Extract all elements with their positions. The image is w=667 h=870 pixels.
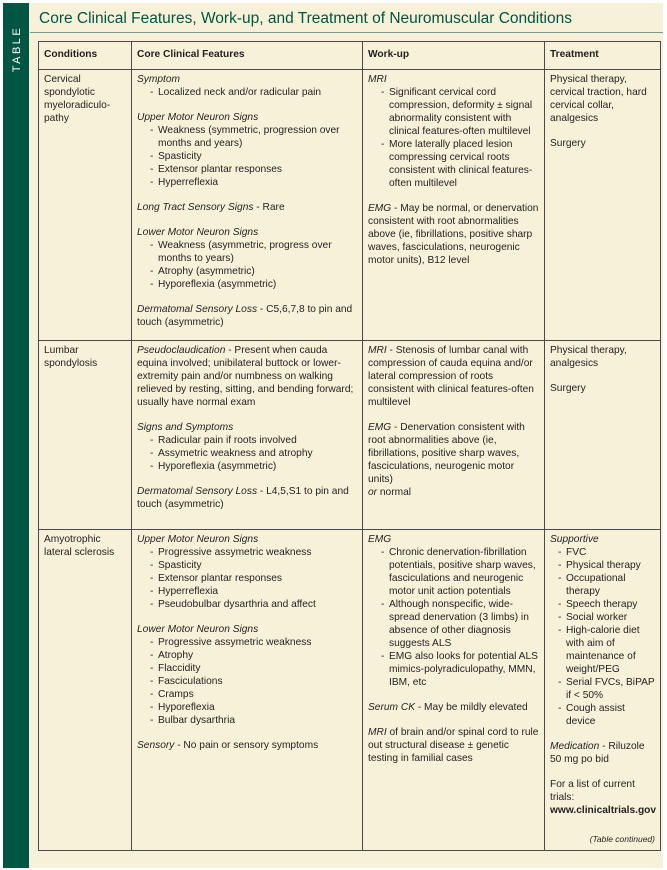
- workup-section: EMG - Denervation consistent with root abnormalities above (ie, fibrillations, positive sharp waves, fasciculations, neurogenic motor units): [368, 422, 525, 485]
- list-item: - High-calorie diet with aim of maintenance of weight/PEG: [558, 624, 655, 676]
- treatment-cell: [545, 530, 661, 851]
- col-header-conditions: Conditions: [39, 42, 132, 70]
- list-item: - Significant cervical cord compression, deformity ± signal abnormality consistent with clinical features-often multilevel: [381, 86, 539, 138]
- table-continued-note: (Table continued): [589, 834, 655, 844]
- list-item: - Fasciculations: [150, 675, 357, 688]
- workup-section: MRI: [368, 74, 387, 85]
- feature-section: Dermatomal Sensory Loss - L4,5,S1 to pin and touch (asymmetric): [137, 486, 349, 510]
- list-item: - Hyperreflexia: [150, 585, 357, 598]
- list-item: - Weakness (symmetric, progression over months and years): [150, 124, 357, 150]
- feature-section: Upper Motor Neuron Signs: [137, 534, 259, 545]
- list-item: - Social worker: [558, 611, 655, 624]
- feature-section: Upper Motor Neuron Signs: [137, 112, 259, 123]
- col-header-workup: Work-up: [363, 42, 545, 70]
- features-cell: [132, 530, 363, 851]
- treatment-section: Medication - Riluzole 50 mg po bid: [550, 741, 645, 765]
- condition-cell: Cervical spondylotic myeloradiculo-pathy: [39, 70, 132, 341]
- list-item: - Hyporeflexia: [150, 701, 357, 714]
- list-item: - Physical therapy: [558, 559, 655, 572]
- treatment-text: For a list of current trials:: [550, 779, 635, 803]
- list-item: - Pseudobulbar dysarthria and affect: [150, 598, 357, 611]
- list-item: - Progressive assymetric weakness: [150, 546, 357, 559]
- treatment-text: Surgery: [550, 383, 586, 394]
- features-cell: [132, 341, 363, 530]
- feature-section: Pseudoclaudication - Present when cauda equina involved; unibilateral buttock or lower-extremity pain and/or numbness on walking relieved by resting, sitting, and bending forward; usually have normal exam: [137, 345, 354, 408]
- workup-section: EMG - May be normal, or denervation consistent with root abnormalities above (ie, fibrillations, positive sharp waves, fasciculations, neurogenic motor units), B12 level: [368, 203, 539, 266]
- condition-cell: Amyotrophic lateral sclerosis: [39, 530, 132, 851]
- clinicaltrials-link[interactable]: www.clinicaltrials.gov: [550, 805, 657, 816]
- col-header-features: Core Clinical Features: [132, 42, 363, 70]
- list-item: - Serial FVCs, BiPAP if < 50%: [558, 676, 655, 702]
- col-header-treatment: Treatment: [545, 42, 661, 70]
- list-item: - Speech therapy: [558, 598, 655, 611]
- list-item: - Spasticity: [150, 150, 357, 163]
- list-item: - Assymetric weakness and atrophy: [150, 447, 357, 460]
- list-item: - Spasticity: [150, 559, 357, 572]
- list-item: - Atrophy (asymmetric): [150, 265, 357, 278]
- list-item: - More laterally placed lesion compressing cervical roots consistent with clinical features-often multilevel: [381, 138, 539, 190]
- feature-section: Sensory - No pain or sensory symptoms: [137, 740, 319, 751]
- list-item: - Flaccidity: [150, 662, 357, 675]
- workup-section: MRI - Stenosis of lumbar canal with compression of cauda equina and/or lateral compression of roots consistent with clinical features-often multilevel: [368, 345, 534, 408]
- list-item: - Radicular pain if roots involved: [150, 434, 357, 447]
- treatment-section: Supportive: [550, 534, 599, 545]
- list-item: - Chronic denervation-fibrillation potentials, positive sharp waves, fasciculations and neurogenic motor unit action potentials: [381, 546, 539, 598]
- list-item: - Localized neck and/or radicular pain: [150, 86, 357, 99]
- feature-section: Long Tract Sensory Signs - Rare: [137, 202, 285, 213]
- workup-section: EMG: [368, 534, 392, 545]
- title-divider: [30, 32, 663, 33]
- feature-section: Symptom: [137, 74, 181, 85]
- table-title: Core Clinical Features, Work-up, and Treatment of Neuromuscular Conditions: [39, 10, 572, 27]
- list-item: - Hyporeflexia (asymmetric): [150, 278, 357, 291]
- header-row: [39, 42, 661, 70]
- table-row: [39, 341, 661, 530]
- list-item: - Cramps: [150, 688, 357, 701]
- table-row: [39, 70, 661, 341]
- list-item: - EMG also looks for potential ALS mimics-polyradiculopathy, MMN, IBM, etc: [381, 650, 539, 689]
- workup-section: or normal: [368, 487, 412, 498]
- table-row: [39, 530, 661, 851]
- treatment-text: Physical therapy, analgesics: [550, 345, 627, 369]
- workup-cell: [363, 530, 545, 851]
- list-item: - Bulbar dysarthria: [150, 714, 357, 727]
- feature-section: Lower Motor Neuron Signs: [137, 227, 259, 238]
- workup-cell: [363, 341, 545, 530]
- treatment-text: Physical therapy, cervical traction, hard cervical collar, analgesics: [550, 74, 647, 124]
- list-item: - Progressive assymetric weakness: [150, 636, 357, 649]
- list-item: - Hyperreflexia: [150, 176, 357, 189]
- list-item: - Extensor plantar responses: [150, 163, 357, 176]
- list-item: - Hyporeflexia (asymmetric): [150, 460, 357, 473]
- list-item: - Weakness (asymmetric, progress over months to years): [150, 239, 357, 265]
- workup-section: Serum CK - May be mildly elevated: [368, 702, 528, 713]
- feature-section: Signs and Symptoms: [137, 422, 234, 433]
- sidebar-label: TABLE: [11, 25, 23, 73]
- list-item: - Extensor plantar responses: [150, 572, 357, 585]
- list-item: - FVC: [558, 546, 655, 559]
- condition-cell: Lumbar spondylosis: [39, 341, 132, 530]
- treatment-cell: [545, 341, 661, 530]
- list-item: - Occupational therapy: [558, 572, 655, 598]
- list-item: - Cough assist device: [558, 702, 655, 728]
- features-cell: [132, 70, 363, 341]
- workup-section: MRI of brain and/or spinal cord to rule out structural disease ± genetic testing in familial cases: [368, 727, 539, 764]
- list-item: - Although nonspecific, wide-spread denervation (3 limbs) in absence of other diagnosis suggests ALS: [381, 598, 539, 650]
- treatment-cell: [545, 70, 661, 341]
- table-sidebar: [3, 3, 29, 868]
- list-item: - Atrophy: [150, 649, 357, 662]
- treatment-text: Surgery: [550, 138, 586, 149]
- clinical-table: [38, 41, 661, 851]
- feature-section: Lower Motor Neuron Signs: [137, 624, 259, 635]
- workup-cell: [363, 70, 545, 341]
- feature-section: Dermatomal Sensory Loss - C5,6,7,8 to pin and touch (asymmetric): [137, 304, 353, 328]
